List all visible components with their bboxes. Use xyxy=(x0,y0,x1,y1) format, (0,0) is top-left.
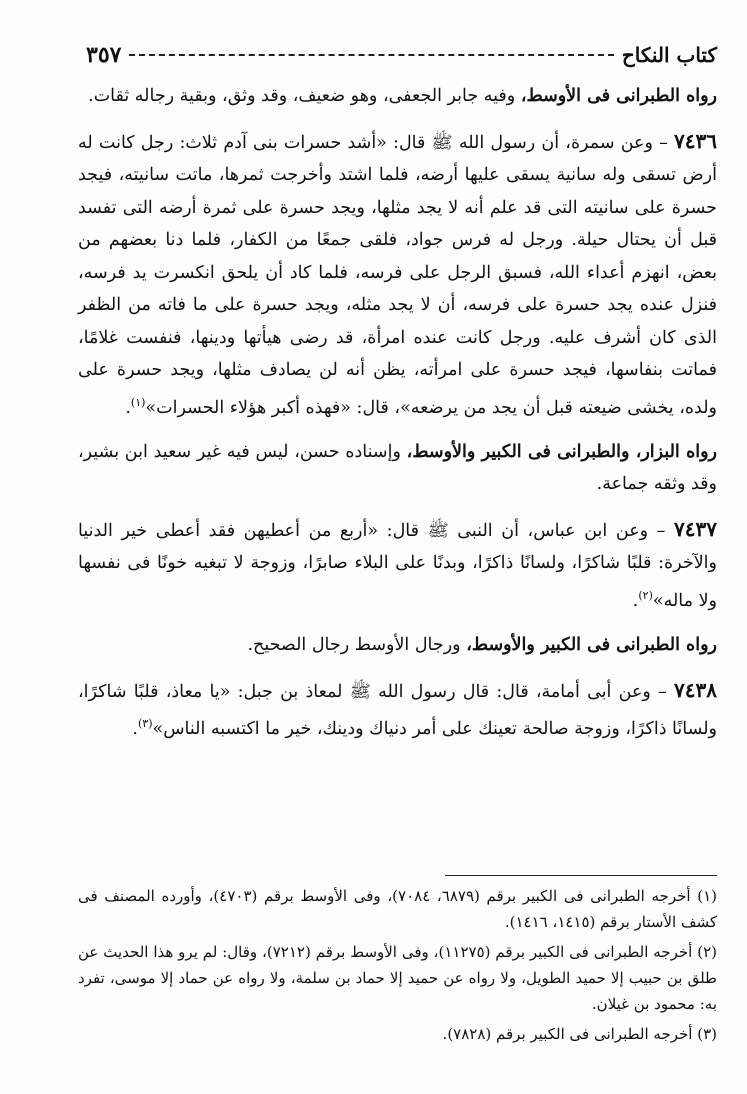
source-rest: وإسناده حسن، ليس فيه غير سعيد ابن بشير، وقد وثقه جماعة. xyxy=(78,441,717,495)
hadith-7437 xyxy=(78,513,717,617)
hadith-number: ٧٤٣٧ xyxy=(674,516,717,541)
source-bold: رواه الطبرانى فى الأوسط، xyxy=(520,86,717,106)
footnote-ref: (٢) xyxy=(638,588,653,602)
header-dashed-rule xyxy=(129,54,613,56)
source-rest: ورجال الأوسط رجال الصحيح. xyxy=(247,635,467,656)
footnote-ref: (٣) xyxy=(137,717,153,731)
hadith-7436 xyxy=(78,125,717,424)
hadith-text: – وعن ابن عباس، أن النبى ﷺ قال: «أربع من أعطيهن فقد أعطى خير الدنيا والآخرة: قلبًا شاكرًا، ولسانًا ذاكرًا، وبدنًا على البلاء صابرًا، وزوجة لا تبغيه خونًا فى نفسها ولا ماله» xyxy=(78,520,717,611)
footnote-ref: (١) xyxy=(130,395,146,409)
main-text xyxy=(78,80,717,757)
footnote-separator xyxy=(445,875,717,876)
chapter-title: كتاب النكاح xyxy=(621,43,717,67)
source-note-1 xyxy=(78,80,717,113)
hadith-end: . xyxy=(132,718,138,739)
source-note-3 xyxy=(78,629,717,662)
hadith-number: ٧٤٣٨ xyxy=(674,677,717,702)
source-rest: وفيه جابر الجعفى، وهو ضعيف، وقد وثق، وبقية رجاله ثقات. xyxy=(88,86,521,106)
footnote-1: (١) أخرجه الطبرانى فى الكبير برقم (٦٨٧٩، ٧٠٨٤)، وفى الأوسط برقم (٤٧٠٣)، وأورده المصنف فى كشف الأستار برقم (١٤١٥، ١٤١٦). xyxy=(78,887,717,931)
footnotes xyxy=(78,883,717,1051)
source-bold: رواه الطبرانى فى الكبير والأوسط، xyxy=(466,635,717,656)
footnote-2: (٢) أخرجه الطبرانى فى الكبير برقم (١١٢٧٥)، وفى الأوسط برقم (٧٢١٢)، وقال: لم يرو هذا الحديث عن طلق بن حبيب إلا حميد الطويل، ولا رواه عن حميد إلا حماد بن سلمة، ولا رواه عن حماد إلا موسى، تفرد به: محمود بن غيلان. xyxy=(78,943,717,1013)
hadith-text: – وعن أبى أمامة، قال: قال رسول الله ﷺ لمعاذ بن جبل: «يا معاذ، قلبًا شاكرًا، ولسانًا ذاكرًا، وزوجة صالحة تعينك على أمر دنياك ودينك، خير ما اكتسبه الناس» xyxy=(78,681,717,739)
hadith-end: . xyxy=(632,590,639,611)
source-note-2 xyxy=(78,436,717,501)
source-bold: رواه البزار، والطبرانى فى الكبير والأوسط، xyxy=(406,441,718,462)
footnote-3: (٣) أخرجه الطبرانى فى الكبير برقم (٧٨٢٨). xyxy=(442,1025,717,1043)
page-number: ٣٥٧ xyxy=(86,42,122,68)
running-header xyxy=(86,40,717,70)
hadith-7438 xyxy=(78,674,717,746)
hadith-number: ٧٤٣٦ xyxy=(674,128,717,153)
hadith-end: . xyxy=(125,397,131,418)
hadith-text: – وعن سمرة، أن رسول الله ﷺ قال: «أشد حسرات بنى آدم ثلاث: رجل كانت له أرض تسقى وله سانية يسقى عليها أرضه، فلما اشتد وأخرجت ثمرها، ماتت سانيته، فيجد حسرة على سانيته التى قد علم أنه لا يجد مثلها، ويجد حسرة على ثمرة أرضه التى تفسد قبل أن يحتال حيلة. ورجل له فرس جواد، فلقى جمعًا من الكفار، فلما دنا بعضهم من بعض، انهزم أعداء الله، فسبق الرجل على فرسه، فلما كاد أن يلحق انكسرت يد فرسه، فنزل عنده يجد حسرة على فرسه، أن لا يجد مثله، ويجد حسرة على ما فاته من الظفر الذى كان أشرف عليه. ورجل كانت عنده امرأة، قد رضى هيأتها ودينها، فنفست غلامًا، فماتت بنفاسها، فيجد حسرة على امرأته، يظن أنه لن يصادف مثلها، ويجد حسرة على ولده، يخشى ضيعته قبل أن يجد من يرضعه»، قال: «فهذه أكبر هؤلاء الحسرات» xyxy=(78,132,717,418)
